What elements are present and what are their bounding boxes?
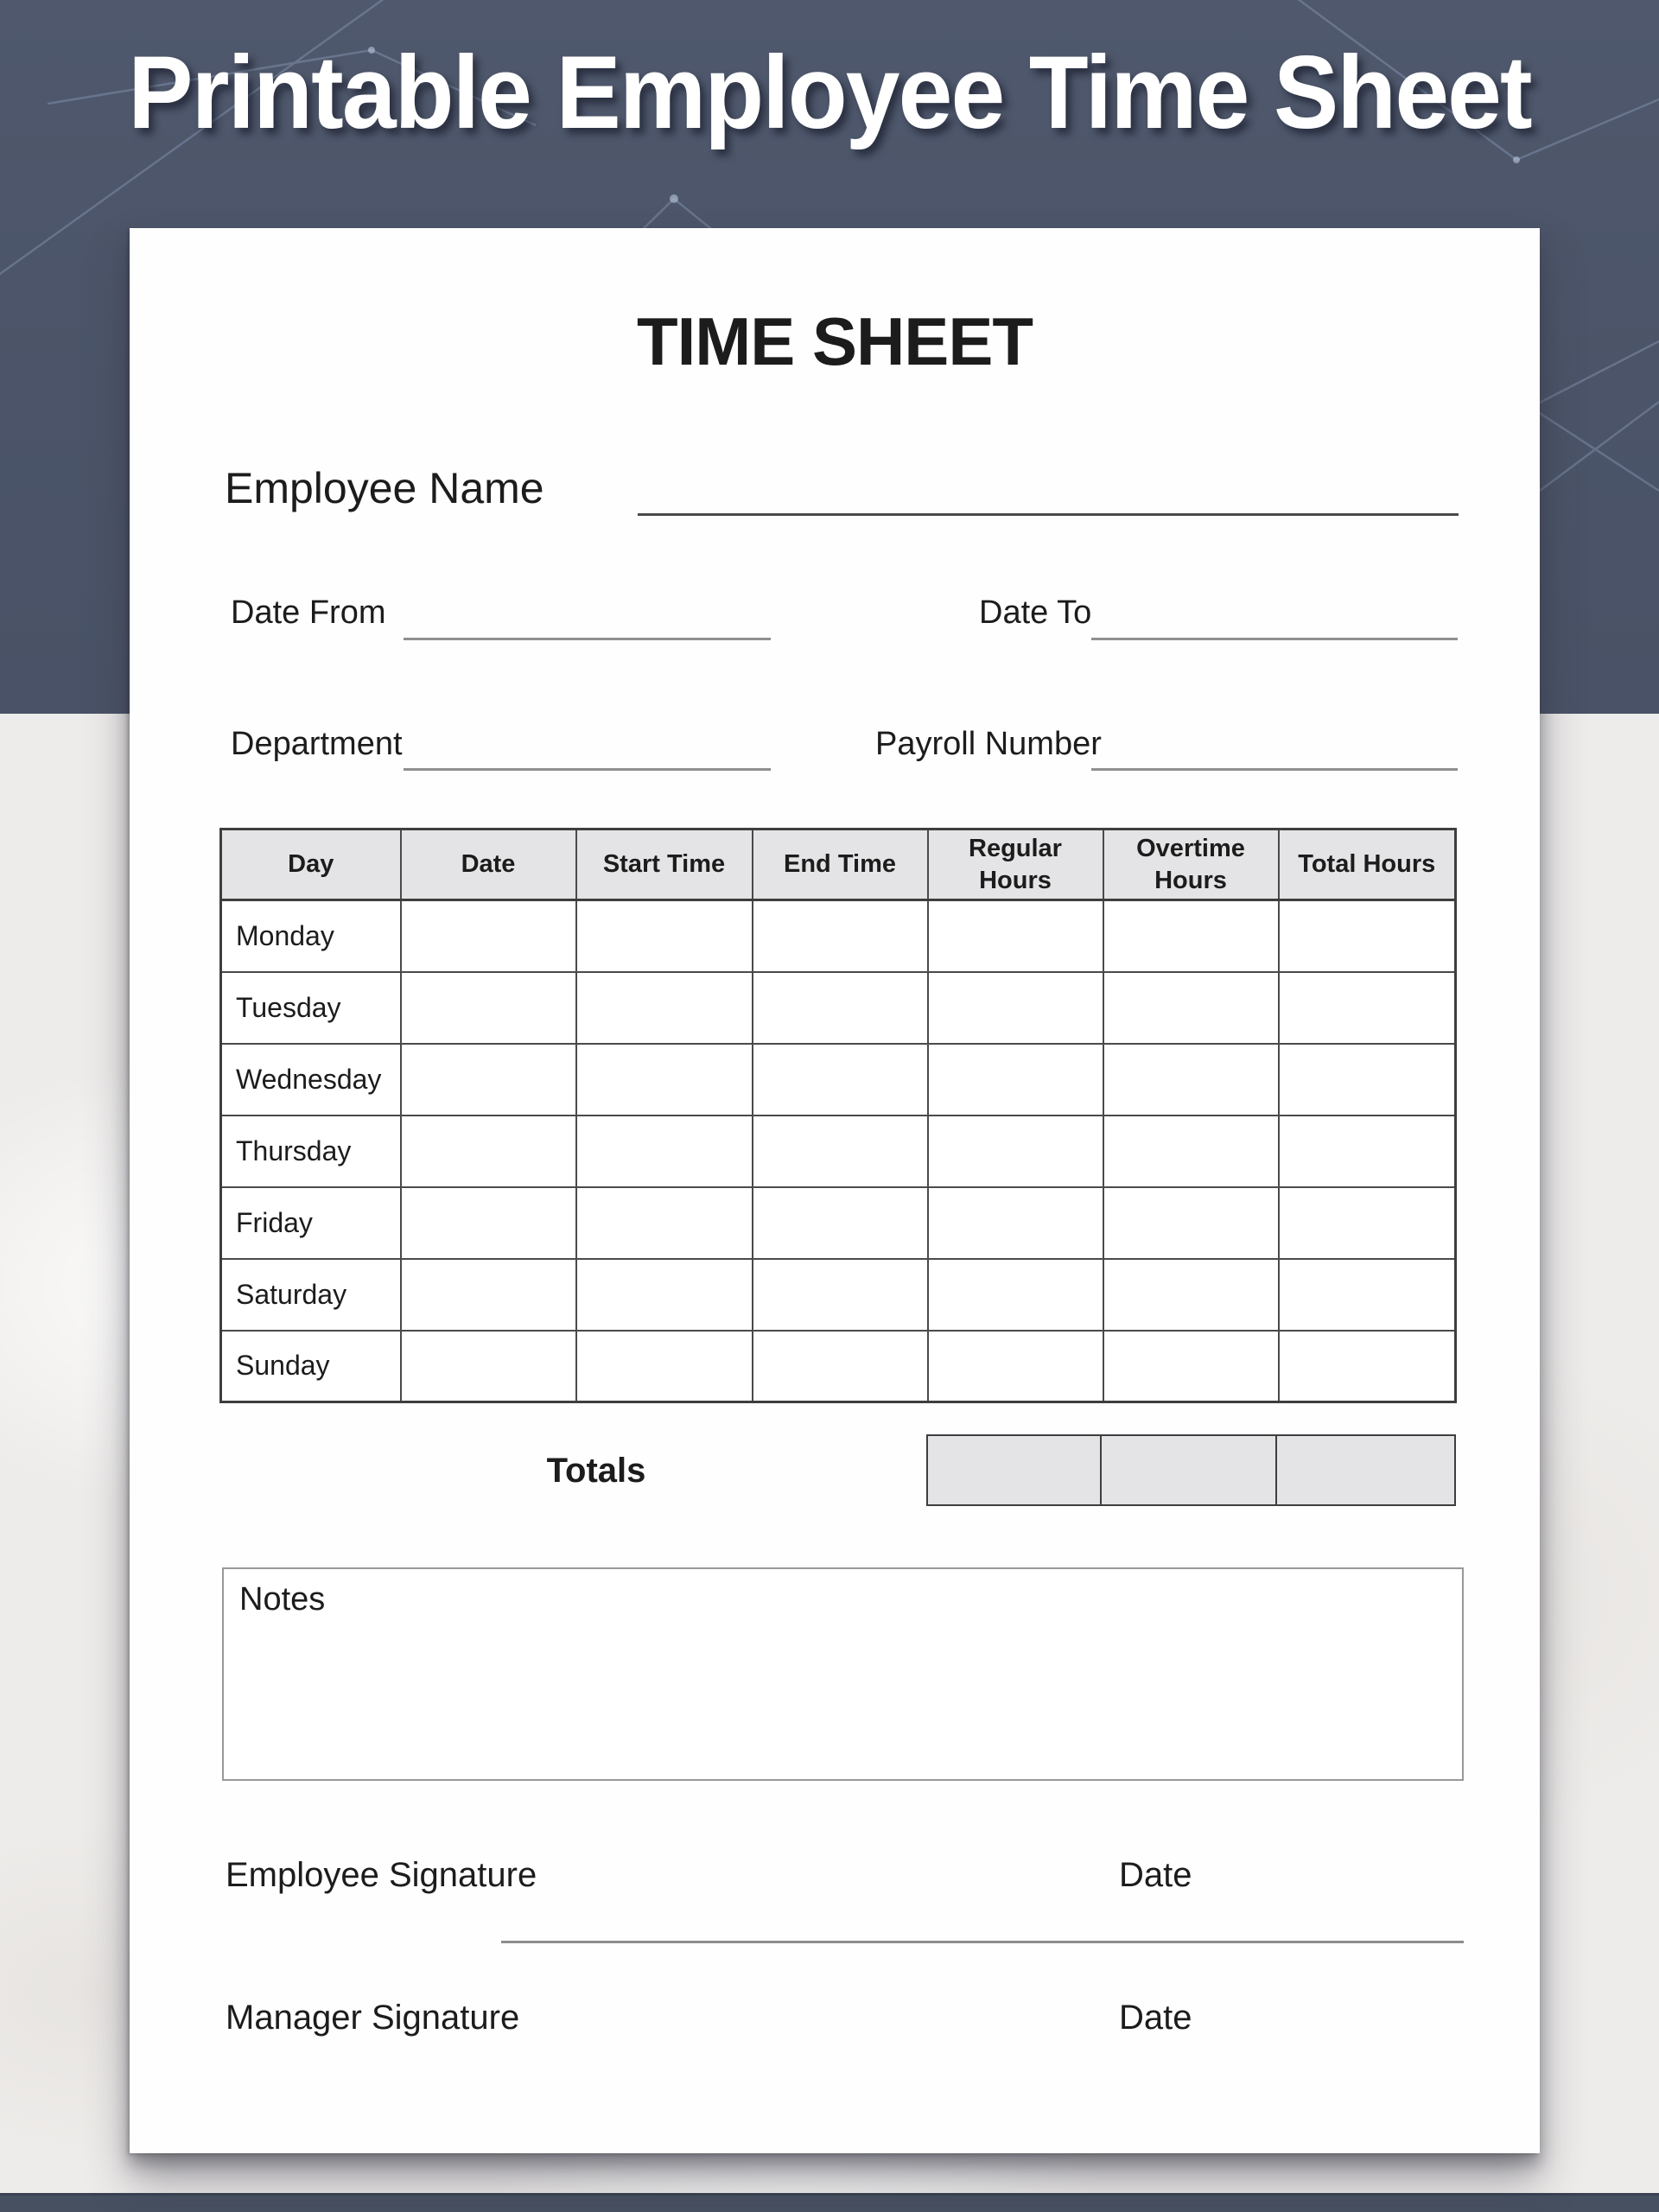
table-row-wednesday	[221, 1044, 1456, 1116]
totals-row	[926, 1434, 1456, 1506]
department-field[interactable]	[404, 768, 771, 771]
timesheet-cell[interactable]	[1103, 1259, 1279, 1331]
timesheet-cell[interactable]	[753, 1044, 928, 1116]
col-header-end-time: End Time	[753, 830, 928, 900]
col-header-date: Date	[401, 830, 576, 900]
table-header-row	[221, 830, 1456, 900]
timesheet-cell[interactable]	[576, 1259, 753, 1331]
timesheet-cell[interactable]	[401, 1259, 576, 1331]
totals-regular-hours-cell[interactable]	[926, 1434, 1102, 1506]
timesheet-cell[interactable]	[928, 1116, 1103, 1187]
timesheet-cell[interactable]	[928, 900, 1103, 972]
day-label: Wednesday	[221, 1044, 401, 1116]
employee-name-field[interactable]	[638, 513, 1459, 516]
timesheet-cell[interactable]	[401, 972, 576, 1044]
timesheet-cell[interactable]	[401, 1044, 576, 1116]
date-from-field[interactable]	[404, 638, 771, 640]
employee-signature-label: Employee Signature	[226, 1856, 537, 1894]
table-row-friday	[221, 1187, 1456, 1259]
col-header-start-time: Start Time	[576, 830, 753, 900]
table-row-monday	[221, 900, 1456, 972]
table-row-tuesday	[221, 972, 1456, 1044]
timesheet-cell[interactable]	[753, 1116, 928, 1187]
timesheet-cell[interactable]	[576, 1116, 753, 1187]
totals-overtime-hours-cell[interactable]	[1102, 1434, 1277, 1506]
timesheet-cell[interactable]	[1103, 972, 1279, 1044]
timesheet-cell[interactable]	[928, 1259, 1103, 1331]
table-row-thursday	[221, 1116, 1456, 1187]
timesheet-cell[interactable]	[1279, 1331, 1456, 1402]
payroll-number-label: Payroll Number	[875, 726, 1102, 762]
payroll-number-field[interactable]	[1091, 768, 1458, 771]
timesheet-cell[interactable]	[1103, 1116, 1279, 1187]
employee-signature-date-label: Date	[1119, 1856, 1192, 1894]
timesheet-cell[interactable]	[753, 900, 928, 972]
col-header-total-hours: Total Hours	[1279, 830, 1456, 900]
page-title: Printable Employee Time Sheet	[128, 35, 1531, 150]
timesheet-cell[interactable]	[753, 1331, 928, 1402]
day-label: Tuesday	[221, 972, 401, 1044]
day-label: Saturday	[221, 1259, 401, 1331]
totals-label: Totals	[546, 1452, 646, 1490]
manager-signature-label: Manager Signature	[226, 1999, 520, 2037]
timesheet-cell[interactable]	[1103, 1331, 1279, 1402]
timesheet-cell[interactable]	[1279, 972, 1456, 1044]
notes-box[interactable]	[222, 1567, 1464, 1781]
timesheet-cell[interactable]	[753, 1259, 928, 1331]
timesheet-cell[interactable]	[401, 900, 576, 972]
timesheet-cell[interactable]	[928, 1331, 1103, 1402]
notes-label: Notes	[239, 1581, 326, 1618]
timesheet-cell[interactable]	[928, 972, 1103, 1044]
timesheet-cell[interactable]	[401, 1331, 576, 1402]
day-label: Thursday	[221, 1116, 401, 1187]
timesheet-cell[interactable]	[1279, 900, 1456, 972]
timesheet-cell[interactable]	[1103, 1044, 1279, 1116]
timesheet-cell[interactable]	[576, 972, 753, 1044]
timesheet-cell[interactable]	[753, 972, 928, 1044]
timesheet-cell[interactable]	[753, 1187, 928, 1259]
col-header-day: Day	[221, 830, 401, 900]
timesheet-table	[219, 828, 1457, 1403]
totals-total-hours-cell[interactable]	[1277, 1434, 1456, 1506]
timesheet-cell[interactable]	[1279, 1259, 1456, 1331]
col-header-overtime-hours: Overtime Hours	[1103, 830, 1279, 900]
table-row-saturday	[221, 1259, 1456, 1331]
timesheet-cell[interactable]	[1279, 1187, 1456, 1259]
timesheet-cell[interactable]	[1103, 900, 1279, 972]
department-label: Department	[231, 726, 403, 762]
day-label: Friday	[221, 1187, 401, 1259]
timesheet-cell[interactable]	[401, 1187, 576, 1259]
timesheet-cell[interactable]	[576, 1331, 753, 1402]
timesheet-cell[interactable]	[928, 1044, 1103, 1116]
day-label: Sunday	[221, 1331, 401, 1402]
employee-name-label: Employee Name	[225, 464, 544, 512]
timesheet-cell[interactable]	[576, 900, 753, 972]
table-row-sunday	[221, 1331, 1456, 1402]
timesheet-cell[interactable]	[401, 1116, 576, 1187]
manager-signature-date-label: Date	[1119, 1999, 1192, 2037]
date-from-label: Date From	[231, 594, 386, 631]
timesheet-cell[interactable]	[1279, 1116, 1456, 1187]
timesheet-cell[interactable]	[1279, 1044, 1456, 1116]
day-label: Monday	[221, 900, 401, 972]
date-to-field[interactable]	[1091, 638, 1458, 640]
timesheet-cell[interactable]	[928, 1187, 1103, 1259]
col-header-regular-hours: Regular Hours	[928, 830, 1103, 900]
employee-signature-field[interactable]	[501, 1941, 1464, 1943]
timesheet-cell[interactable]	[1103, 1187, 1279, 1259]
timesheet-page	[130, 228, 1540, 2153]
footer-bar	[0, 2193, 1659, 2212]
timesheet-cell[interactable]	[576, 1187, 753, 1259]
sheet-title: TIME SHEET	[636, 303, 1033, 379]
timesheet-cell[interactable]	[576, 1044, 753, 1116]
date-to-label: Date To	[979, 594, 1092, 631]
